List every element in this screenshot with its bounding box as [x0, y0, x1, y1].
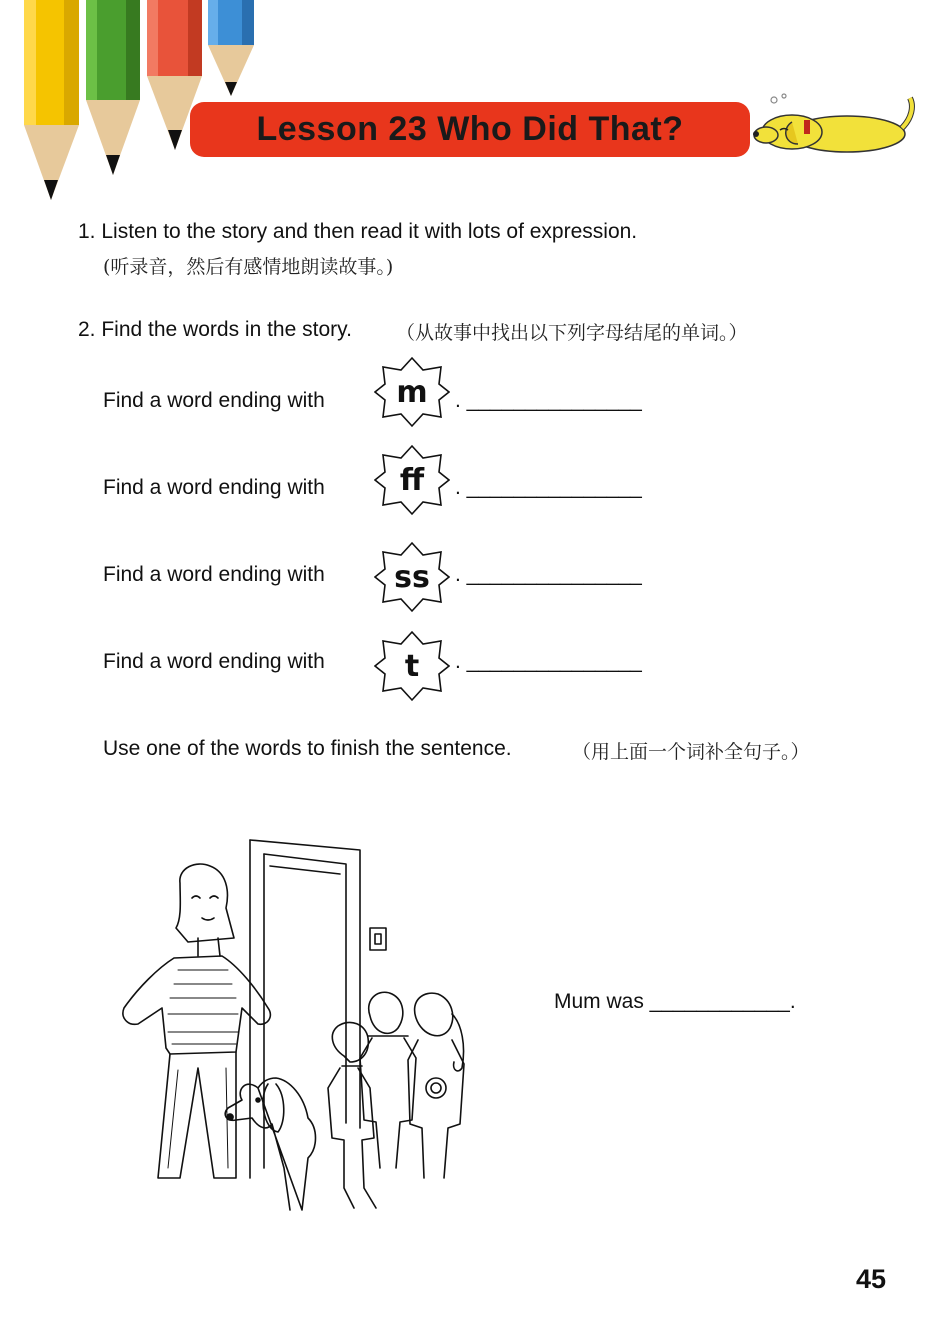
ending-letters: ss — [394, 559, 430, 595]
ending-badge — [374, 444, 450, 516]
page-number: 45 — [855, 1264, 886, 1294]
sentence-instruction-chinese: （用上面一个词补全句子。） — [572, 741, 810, 763]
row-label: Find a word ending with — [103, 476, 325, 499]
question-2-chinese: （从故事中找出以下列字母结尾的单词。） — [396, 322, 748, 344]
answer-blank[interactable]: . _______________ — [455, 650, 642, 673]
answer-blank[interactable]: . _______________ — [455, 476, 642, 499]
sleeping-dog-icon — [752, 92, 920, 160]
ending-badge — [374, 630, 450, 702]
ending-letters: ff — [399, 462, 425, 498]
question-1-text: 1. Listen to the story and then read it with lots of expression. — [78, 220, 638, 243]
blue-pencil-icon — [208, 0, 254, 96]
sentence-prompt[interactable]: Mum was ____________. — [554, 990, 796, 1013]
question-1-chinese: (听录音，然后有感情地朗读故事。) — [103, 256, 394, 278]
ending-letters: m — [396, 374, 428, 410]
green-pencil-icon — [86, 0, 140, 175]
row-label: Find a word ending with — [103, 563, 325, 586]
sentence-instruction: Use one of the words to finish the sentence. — [103, 737, 512, 760]
lesson-title-bar — [190, 102, 750, 157]
yellow-pencil-icon — [24, 0, 79, 200]
row-label: Find a word ending with — [103, 389, 325, 412]
row-label: Find a word ending with — [103, 650, 325, 673]
answer-blank[interactable]: . _______________ — [455, 389, 642, 412]
lesson-title: Lesson 23 Who Did That? — [256, 110, 684, 148]
ending-badge — [374, 356, 450, 428]
family-doorway-illustration — [118, 838, 488, 1218]
ending-badge — [374, 541, 450, 613]
question-2-text: 2. Find the words in the story. — [78, 318, 352, 341]
ending-letters: t — [404, 648, 420, 684]
answer-blank[interactable]: . _______________ — [455, 563, 642, 586]
